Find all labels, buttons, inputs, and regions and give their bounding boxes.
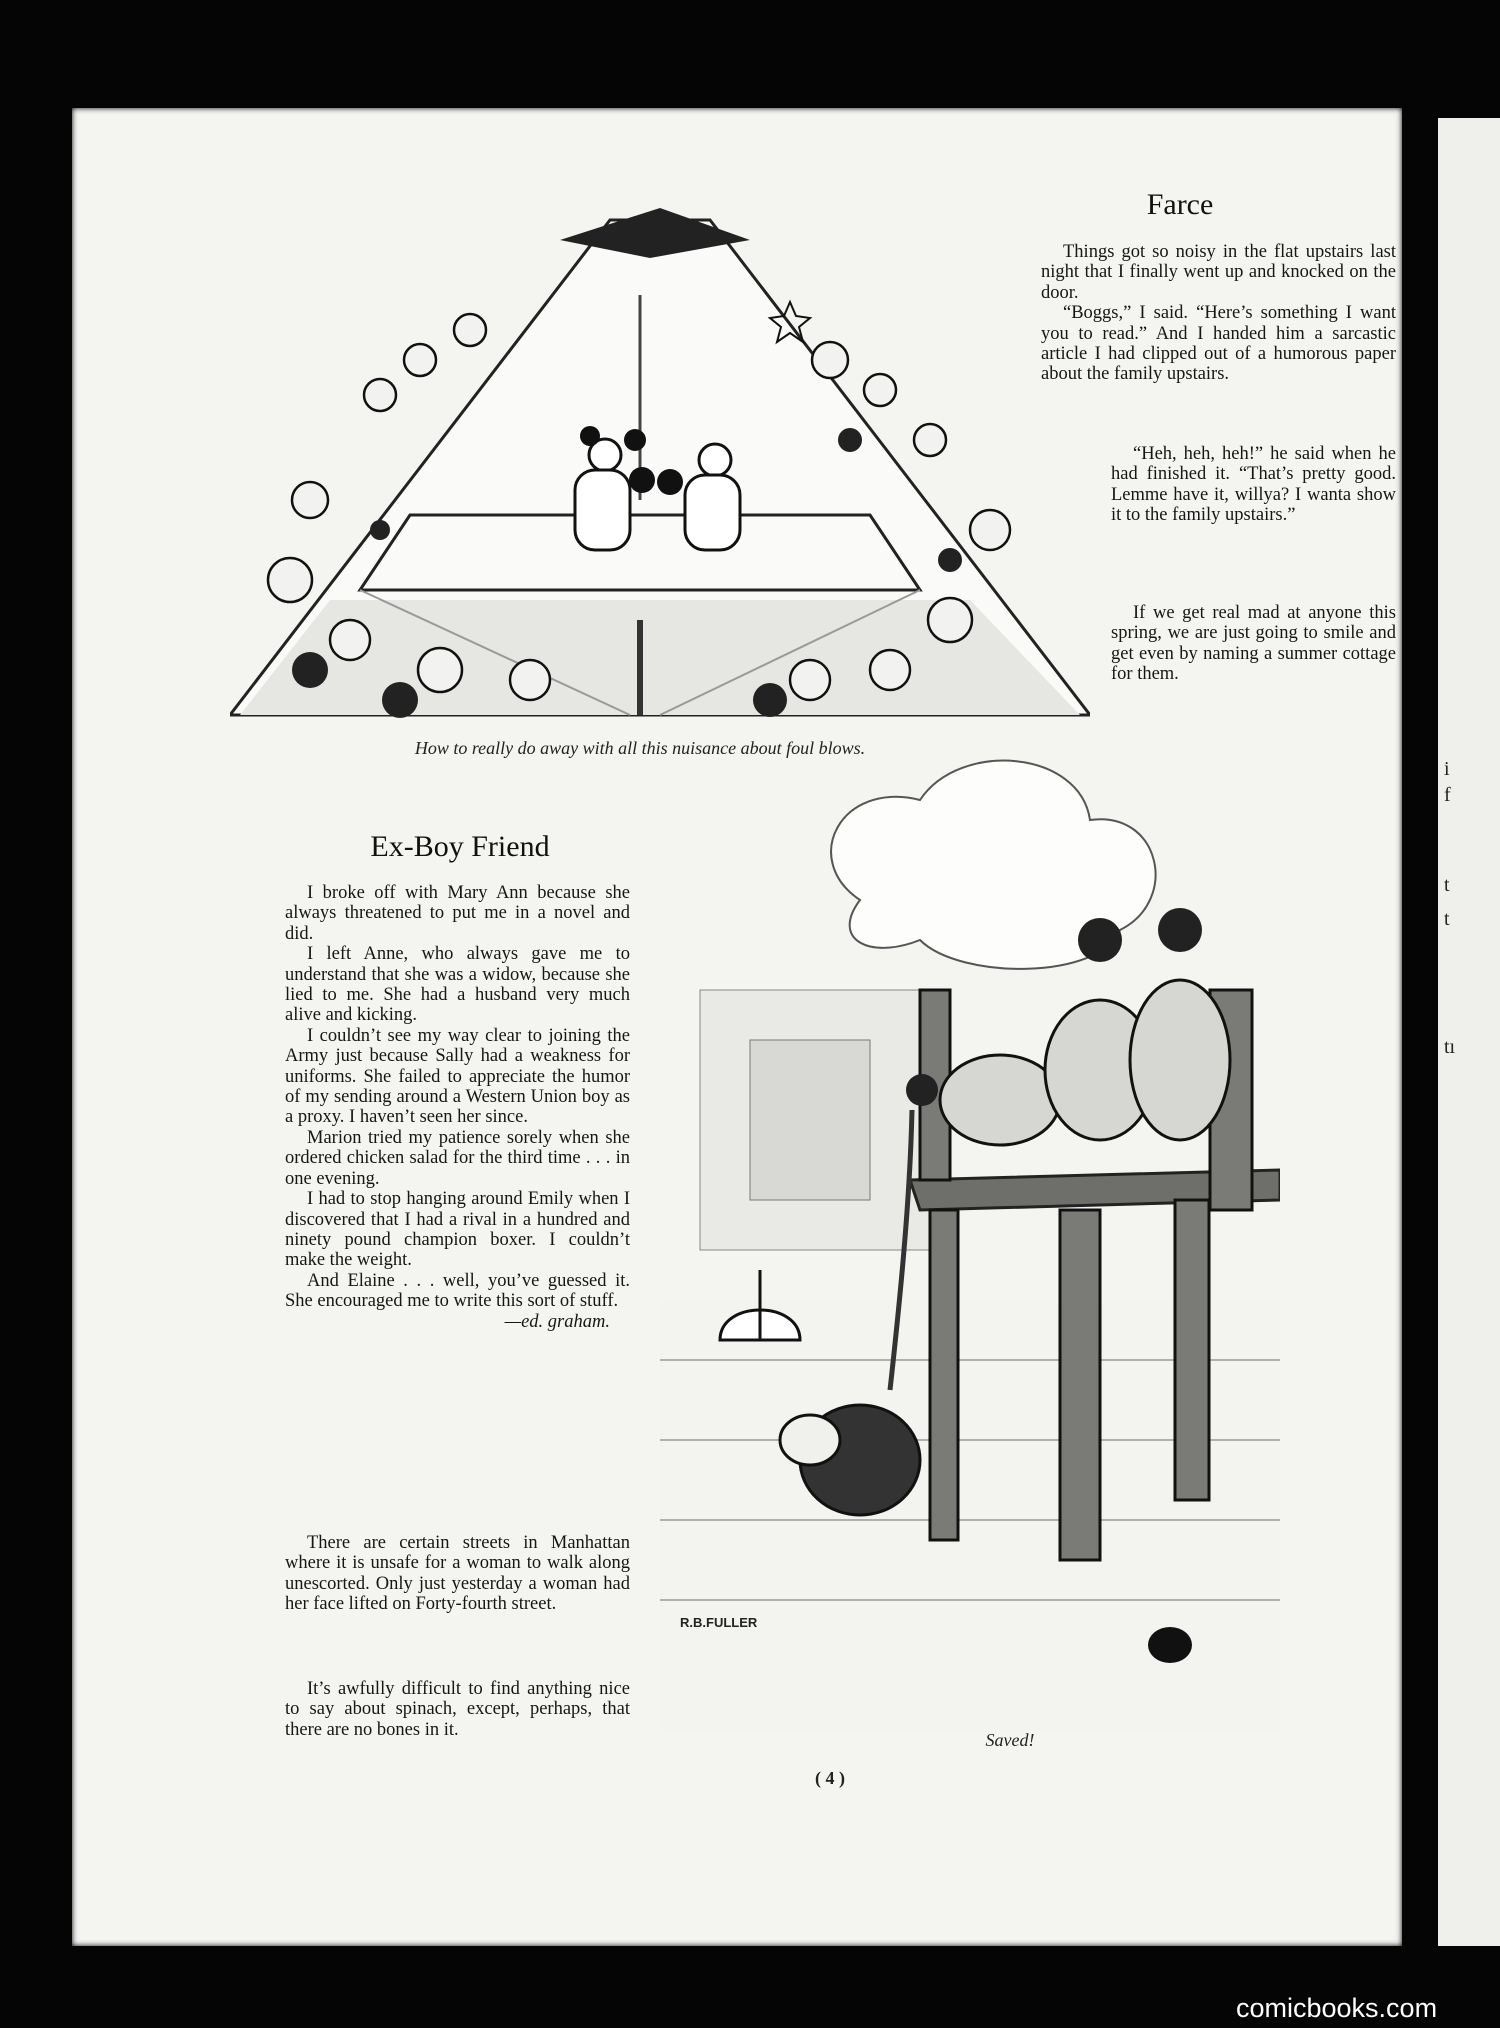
spinach-joke-text: It’s awfully difficult to find anything nice to say about spinach, except, perhaps, that there are no bones in it. (285, 1679, 630, 1740)
boxing-cartoon (230, 200, 1090, 720)
next-page-fragment: tı (1444, 1036, 1456, 1058)
author-signature: —ed. graham. (504, 1311, 610, 1332)
farce-body (1041, 242, 1396, 385)
ex-boy-friend-title: Ex-Boy Friend (370, 830, 550, 863)
next-page-fragment: t (1444, 908, 1450, 930)
watermark: comicbooks.com (1236, 1993, 1438, 2023)
ex-boy-friend-body (285, 883, 630, 1332)
ex-boy-friend-paragraph: I left Anne, who always gave me to understand that she was a widow, because she lied to me. She had a husband very much alive and kicking. (285, 944, 630, 1026)
dock-rescue-cartoon (660, 740, 1280, 1730)
ex-boy-friend-paragraph: I couldn’t see my way clear to joining the Army just because Sally had a weakness for uniforms. She failed to appreciate the humor of my sending around a Western Union boy as a proxy. I haven’t seen her since. (285, 1025, 630, 1128)
next-page-fragment: t (1444, 874, 1450, 896)
ex-boy-friend-paragraph: And Elaine . . . well, you’ve guessed it. She encouraged me to write this sort of stuff. (285, 1270, 630, 1312)
next-page-fragment: f (1444, 784, 1451, 806)
next-page-fragment: i (1444, 758, 1450, 780)
farce-title: Farce (1146, 188, 1214, 221)
boxing-cartoon-caption: How to really do away with all this nuisance about foul blows. (414, 738, 866, 758)
dock-cartoon-caption: Saved! (985, 1730, 1035, 1750)
manhattan-joke (285, 1533, 630, 1615)
farce-spring-joke (1111, 603, 1396, 685)
farce-paragraph: “Heh, heh, heh!” he said when he had finished it. “That’s pretty good. Lemme have it, willya? I wanta show it to the family upstairs.” (1111, 444, 1396, 526)
ex-boy-friend-paragraph: Marion tried my patience sorely when she ordered chicken salad for the third time . . . in one evening. (285, 1127, 630, 1189)
farce-body-indented (1111, 444, 1396, 526)
farce-paragraph: Things got so noisy in the flat upstairs last night that I finally went up and knocked on the door. (1041, 242, 1396, 303)
farce-paragraph: “Boggs,” I said. “Here’s something I want you to read.” And I handed him a sarcastic article I had clipped out of a humorous paper about the family upstairs. (1041, 303, 1396, 385)
ex-boy-friend-paragraph: I broke off with Mary Ann because she always threatened to put me in a novel and did. (285, 883, 630, 944)
manhattan-joke-text: There are certain streets in Manhattan where it is unsafe for a woman to walk along unescorted. Only just yesterday a woman had her face lifted on Forty-fourth street. (285, 1533, 630, 1615)
spring-joke-paragraph: If we get real mad at anyone this spring, we are just going to smile and get even by naming a summer cottage for them. (1111, 603, 1396, 685)
artist-signature: R.B.FULLER (680, 1615, 758, 1630)
ex-boy-friend-paragraph: I had to stop hanging around Emily when I discovered that I had a rival in a hundred and ninety pound champion boxer. I couldn’t make the weight. (285, 1189, 630, 1271)
spinach-joke (285, 1679, 630, 1740)
next-page-edge (1438, 118, 1500, 1946)
page-number: ( 4 ) (815, 1768, 845, 1788)
